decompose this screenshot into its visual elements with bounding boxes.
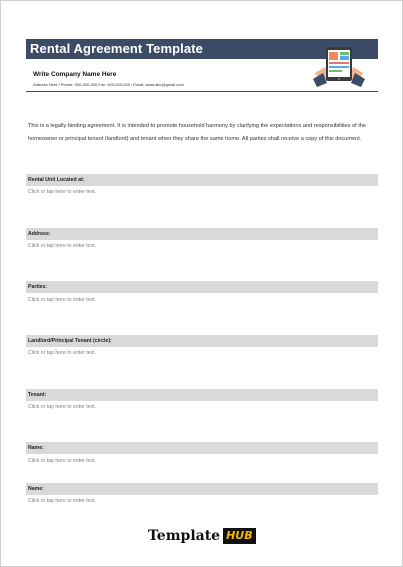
logo-word: Template bbox=[148, 528, 221, 544]
company-details: Address Here / Phone: 000-000-000 Fax: 000-000-000 / Email: www.abc@gmail.com bbox=[33, 82, 184, 87]
text-field-tenant[interactable]: Click or tap here to enter text. bbox=[28, 404, 97, 410]
section-header-address bbox=[26, 228, 378, 240]
section-header-parties bbox=[26, 281, 378, 293]
section-label: Parties: bbox=[28, 284, 48, 290]
section-header-name-2 bbox=[26, 483, 378, 495]
intro-paragraph: This is a legally binding agreement. It is intended to promote household harmony by clarifying the expectations and responsibilities of the homeowner or principal tenant (landlord) and tenant when they share the same home. All parties shall receive a copy of this document. bbox=[28, 123, 366, 142]
section-header-landlord bbox=[26, 335, 378, 347]
section-label: Name: bbox=[28, 445, 44, 451]
text-field-parties[interactable]: Click or tap here to enter text. bbox=[28, 297, 97, 303]
document-title: Rental Agreement Template bbox=[30, 41, 203, 56]
section-header-tenant bbox=[26, 389, 378, 401]
text-field-address[interactable]: Click or tap here to enter text. bbox=[28, 243, 97, 249]
section-label: Tenant: bbox=[28, 392, 47, 398]
logo-badge: HUB bbox=[223, 528, 256, 544]
company-name: Write Company Name Here bbox=[33, 71, 117, 78]
section-label: Name: bbox=[28, 486, 44, 492]
section-header-name-1 bbox=[26, 442, 378, 454]
section-header-rental-unit bbox=[26, 174, 378, 186]
header-divider bbox=[26, 91, 378, 92]
text-field-name-2[interactable]: Click or tap here to enter text. bbox=[28, 498, 97, 504]
text-field-landlord[interactable]: Click or tap here to enter text. bbox=[28, 350, 97, 356]
hands-holding-tablet-icon bbox=[313, 43, 365, 87]
section-label: Landlord/Principal Tenant (circle): bbox=[28, 338, 112, 344]
template-hub-logo bbox=[148, 527, 256, 545]
section-label: Rental Unit Located at: bbox=[28, 177, 85, 183]
text-field-name-1[interactable]: Click or tap here to enter text. bbox=[28, 458, 97, 464]
text-field-rental-unit[interactable]: Click or tap here to enter text. bbox=[28, 189, 97, 195]
section-label: Address: bbox=[28, 231, 51, 237]
